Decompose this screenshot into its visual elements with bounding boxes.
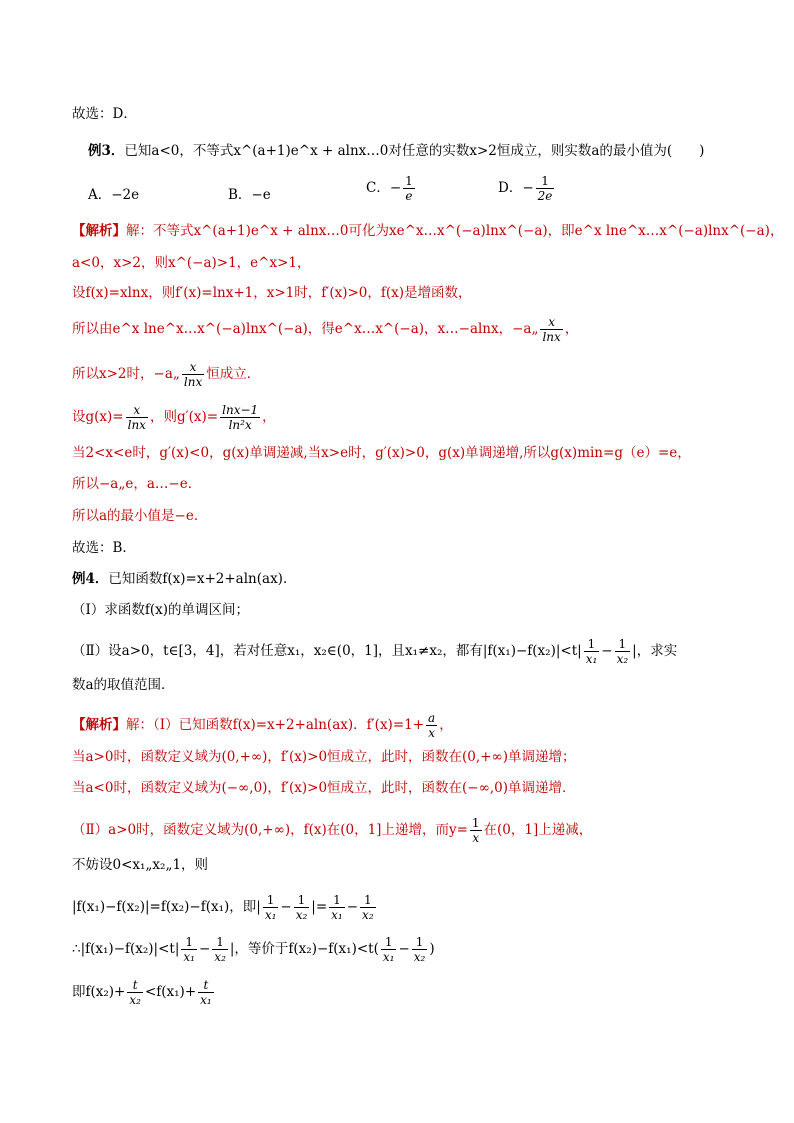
option-a: A．−2e xyxy=(88,187,140,203)
option-d: D．− $\frac{1}{2e}$ xyxy=(498,174,553,203)
solution-4-line-7: ∴|f(x₁)−f(x₂)|<t| $\frac{1}{\text{x₁}}$ − $\frac{1}{\text{x₂}}$ |，等价于f(x₂)−f(x₁)<t( $\frac{1}{\text{x₁}}$ − $\frac{1}{\text{x₂}}$ ) xyxy=(72,935,435,964)
answer-line-d: 故选：D． xyxy=(72,106,137,122)
solution-3-line-6: 设g(x)= $\frac{x}{\ln x}$ ，则g′(x)= $\frac{\ln x-1}{\text{ln²x}}$ ， xyxy=(72,403,276,432)
example-4-question: 例4．已知函数f(x)=x+2+aln(ax)． xyxy=(72,571,297,587)
answer-line-b: 故选：B． xyxy=(72,540,136,556)
solution-4-line-2: 当a>0时，函数定义域为(0,+∞)，f′(x)>0恒成立，此时，函数在(0,+∞)单调递增； xyxy=(72,749,576,765)
option-c: C．− $\frac{1}{e}$ xyxy=(366,174,413,203)
solution-3-line-7: 当2<x<e时，g′(x)<0，g(x)单调递减,当x>e时，g′(x)>0，g(x)单调递增,所以g(x)min=g（e）=e， xyxy=(72,445,691,461)
solution-3-line-3: 设f(x)=xlnx，则f′(x)=lnx+1，x>1时，f′(x)>0，f(x)是增函数， xyxy=(72,285,472,301)
solution-3-line-1: 【解析】解：不等式x^(a+1)e^x + alnx…0可化为xe^x…x^(−a)lnx^(−a)，即e^x lne^x…x^(−a)lnx^(−a)， xyxy=(72,223,784,239)
solution-3-line-4: 所以由e^x lne^x…x^(−a)lnx^(−a)，得e^x…x^(−a)，x…−alnx，−a„ $\frac{x}{\ln x}$ ， xyxy=(72,315,579,344)
option-b: B．−e xyxy=(228,187,271,203)
example-4-part-2-cont: 数a的取值范围． xyxy=(72,677,175,693)
solution-4-line-1: 【解析】解：（Ⅰ）已知函数f(x)=x+2+aln(ax)．f′(x)=1+ $\frac{a}{x}$ ， xyxy=(72,711,453,740)
example-3-question: 例3．已知a<0，不等式x^(a+1)e^x + alnx…0对任意的实数x>2恒成立，则实数a的最小值为( ) xyxy=(88,143,705,159)
solution-3-line-5: 所以x>2时，−a„ $\frac{x}{\ln x}$ 恒成立． xyxy=(72,360,261,389)
solution-3-line-9: 所以a的最小值是−e． xyxy=(72,508,208,524)
solution-4-line-6: |f(x₁)−f(x₂)|=f(x₂)−f(x₁)，即| $\frac{1}{\text{x₁}}$ − $\frac{1}{\text{x₂}}$ |= $\frac{1}{\text{x₁}}$ − $\frac{1}{\text{x₂}}$ xyxy=(72,893,374,922)
solution-4-line-4: （Ⅱ）a>0时，函数定义域为(0,+∞)，f(x)在(0，1]上递增，而y= $\frac{1}{x}$ 在(0，1]上递减， xyxy=(72,816,593,845)
solution-4-line-5: 不妨设0<x₁„x₂„1，则 xyxy=(72,857,209,873)
solution-3-line-2: a<0，x>2，则x^(−a)>1，e^x>1， xyxy=(72,255,311,271)
solution-3-line-8: 所以−a„e，a…−e． xyxy=(72,476,202,492)
solution-4-line-3: 当a<0时，函数定义域为(−∞,0)，f′(x)>0恒成立，此时，函数在(−∞,0)单调递增． xyxy=(72,780,576,796)
solution-4-line-8: 即f(x₂)+ $\frac{t}{\text{x₂}}$ <f(x₁)+ $\frac{t}{\text{x₁}}$ xyxy=(72,978,212,1007)
example-4-part-2: （Ⅱ）设a>0，t∈[3，4]，若对任意x₁，x₂∈(0，1]，且x₁≠x₂，都有|f(x₁)−f(x₂)|<t| $\frac{1}{\text{x₁}}$ − $\frac{1}{\text{x₂}}$ |，求实 xyxy=(72,637,678,666)
example-4-part-1: （Ⅰ）求函数f(x)的单调区间； xyxy=(72,602,249,618)
